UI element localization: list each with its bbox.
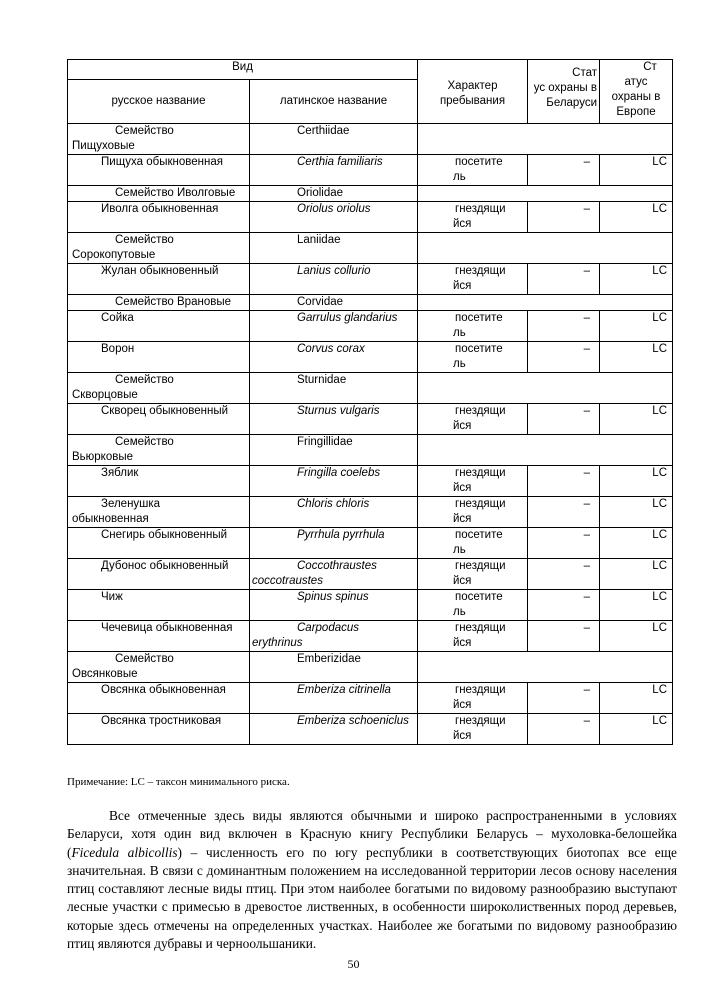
species-status-belarus: – — [528, 202, 600, 233]
species-row — [68, 311, 673, 342]
species-russian-name: Чиж — [68, 590, 250, 621]
species-latin-name: Garrulus glandarius — [250, 311, 418, 342]
species-latin-name: Fringilla coelebs — [250, 466, 418, 497]
species-residence-character: гнездящи йся — [418, 264, 528, 295]
family-row — [68, 233, 673, 264]
species-table — [67, 59, 673, 745]
species-latin-name: Sturnus vulgaris — [250, 404, 418, 435]
header-latin-name: латинское название — [250, 80, 418, 124]
species-status-europe: LC — [600, 202, 673, 233]
species-latin-name: Carpodacus erythrinus — [250, 621, 418, 652]
species-residence-character: гнездящи йся — [418, 621, 528, 652]
species-latin-name: Chloris chloris — [250, 497, 418, 528]
family-blank-cell — [418, 124, 673, 155]
species-latin-name: Certhia familiaris — [250, 155, 418, 186]
species-latin-name: Oriolus oriolus — [250, 202, 418, 233]
species-residence-character: гнездящи йся — [418, 202, 528, 233]
family-blank-cell — [418, 373, 673, 404]
species-latin-name: Spinus spinus — [250, 590, 418, 621]
family-latin-name: Emberizidae — [250, 652, 418, 683]
family-blank-cell — [418, 652, 673, 683]
species-status-europe: LC — [600, 528, 673, 559]
species-status-belarus: – — [528, 590, 600, 621]
species-russian-name: Чечевица обыкновенная — [68, 621, 250, 652]
family-row — [68, 373, 673, 404]
family-row — [68, 124, 673, 155]
header-vid: Вид — [68, 60, 418, 80]
family-row — [68, 186, 673, 202]
species-russian-name: Иволга обыкновенная — [68, 202, 250, 233]
species-russian-name: Дубонос обыкновенный — [68, 559, 250, 590]
species-latin-name: Lanius collurio — [250, 264, 418, 295]
family-russian-name: Семейство Сорокопутовые — [68, 233, 250, 264]
species-status-europe: LC — [600, 466, 673, 497]
species-russian-name: Сойка — [68, 311, 250, 342]
species-row — [68, 497, 673, 528]
family-latin-name: Laniidae — [250, 233, 418, 264]
species-residence-character: гнездящи йся — [418, 466, 528, 497]
species-status-belarus: – — [528, 466, 600, 497]
family-latin-name: Oriolidae — [250, 186, 418, 202]
species-status-europe: LC — [600, 590, 673, 621]
table-note: Примечание: LC – таксон минимального риска. — [67, 776, 290, 788]
family-latin-name: Fringillidae — [250, 435, 418, 466]
species-residence-character: посетите ль — [418, 528, 528, 559]
species-row — [68, 714, 673, 745]
species-latin-name: Emberiza schoeniclus — [250, 714, 418, 745]
species-residence-character: гнездящи йся — [418, 559, 528, 590]
body-paragraph: Все отмеченные здесь виды являются обычными и широко распространенными в условиях Беларуси, хотя один вид включен в Красную книгу Республики Беларусь – мухоловка-белошейка (Ficedula albicollis) – численность его по югу республики в соответствующих биотопах все еще значительная. В связи с доминантным положением на исследованной территории лесов основу населения птиц составляют лесные виды птиц. При этом наиболее богатыми по видовому разнообразию выступают лесные участки с примесью в древостое лиственных, в особенности широколиственных пород деревьев, которые здесь отмечены на определенных участках. Наиболее же богатыми по видовому разнообразию птиц являются дубравы и черноольшаники. — [67, 808, 677, 952]
species-residence-character: посетите ль — [418, 155, 528, 186]
species-russian-name: Зеленушка обыкновенная — [68, 497, 250, 528]
species-residence-character: гнездящи йся — [418, 714, 528, 745]
species-status-belarus: – — [528, 404, 600, 435]
species-status-belarus: – — [528, 621, 600, 652]
species-row — [68, 590, 673, 621]
species-status-belarus: – — [528, 264, 600, 295]
species-row — [68, 155, 673, 186]
species-russian-name: Овсянка тростниковая — [68, 714, 250, 745]
species-status-belarus: – — [528, 559, 600, 590]
species-russian-name: Ворон — [68, 342, 250, 373]
family-russian-name: Семейство Овсянковые — [68, 652, 250, 683]
species-latin-name: Pyrrhula pyrrhula — [250, 528, 418, 559]
species-row — [68, 528, 673, 559]
family-russian-name: Семейство Иволговые — [68, 186, 250, 202]
species-status-belarus: – — [528, 342, 600, 373]
species-status-europe: LC — [600, 621, 673, 652]
species-row — [68, 342, 673, 373]
species-residence-character: посетите ль — [418, 342, 528, 373]
family-latin-name: Corvidae — [250, 295, 418, 311]
species-residence-character: посетите ль — [418, 311, 528, 342]
species-residence-character: гнездящи йся — [418, 497, 528, 528]
species-russian-name: Пищуха обыкновенная — [68, 155, 250, 186]
family-latin-name: Sturnidae — [250, 373, 418, 404]
species-status-europe: LC — [600, 683, 673, 714]
species-russian-name: Овсянка обыкновенная — [68, 683, 250, 714]
page-number: 50 — [347, 957, 360, 971]
species-status-europe: LC — [600, 342, 673, 373]
species-status-belarus: – — [528, 497, 600, 528]
species-status-europe: LC — [600, 714, 673, 745]
species-row — [68, 559, 673, 590]
family-row — [68, 435, 673, 466]
family-row — [68, 295, 673, 311]
species-status-europe: LC — [600, 311, 673, 342]
family-blank-cell — [418, 435, 673, 466]
species-status-europe: LC — [600, 155, 673, 186]
species-status-belarus: – — [528, 683, 600, 714]
family-latin-name: Certhiidae — [250, 124, 418, 155]
species-russian-name: Зяблик — [68, 466, 250, 497]
species-status-europe: LC — [600, 559, 673, 590]
species-status-europe: LC — [600, 404, 673, 435]
species-status-europe: LC — [600, 497, 673, 528]
family-russian-name: Семейство Вьюрковые — [68, 435, 250, 466]
species-status-belarus: – — [528, 311, 600, 342]
species-russian-name: Скворец обыкновенный — [68, 404, 250, 435]
species-latin-name: Coccothraustes coccotraustes — [250, 559, 418, 590]
species-status-belarus: – — [528, 714, 600, 745]
species-russian-name: Снегирь обыкновенный — [68, 528, 250, 559]
header-russian-name: русское название — [68, 80, 250, 124]
species-row — [68, 466, 673, 497]
species-row — [68, 404, 673, 435]
family-russian-name: Семейство Пищуховые — [68, 124, 250, 155]
species-latin-name: Corvus corax — [250, 342, 418, 373]
species-row — [68, 621, 673, 652]
family-blank-cell — [418, 186, 673, 202]
species-row — [68, 683, 673, 714]
species-status-europe: LC — [600, 264, 673, 295]
species-status-belarus: – — [528, 155, 600, 186]
species-rows — [68, 124, 673, 745]
species-status-belarus: – — [528, 528, 600, 559]
header-status-europe: Ст атус охраны в Европе — [600, 60, 673, 124]
family-russian-name: Семейство Врановые — [68, 295, 250, 311]
header-status-belarus: Стат ус охраны в Беларуси — [528, 60, 600, 124]
species-row — [68, 202, 673, 233]
header-character: Характер пребывания — [418, 60, 528, 124]
family-row — [68, 652, 673, 683]
species-residence-character: гнездящи йся — [418, 404, 528, 435]
species-latin-name: Emberiza citrinella — [250, 683, 418, 714]
species-residence-character: посетите ль — [418, 590, 528, 621]
latin-species-name: Ficedula albicollis — [71, 844, 178, 860]
family-russian-name: Семейство Скворцовые — [68, 373, 250, 404]
species-residence-character: гнездящи йся — [418, 683, 528, 714]
family-blank-cell — [418, 233, 673, 264]
species-row — [68, 264, 673, 295]
species-russian-name: Жулан обыкновенный — [68, 264, 250, 295]
family-blank-cell — [418, 295, 673, 311]
